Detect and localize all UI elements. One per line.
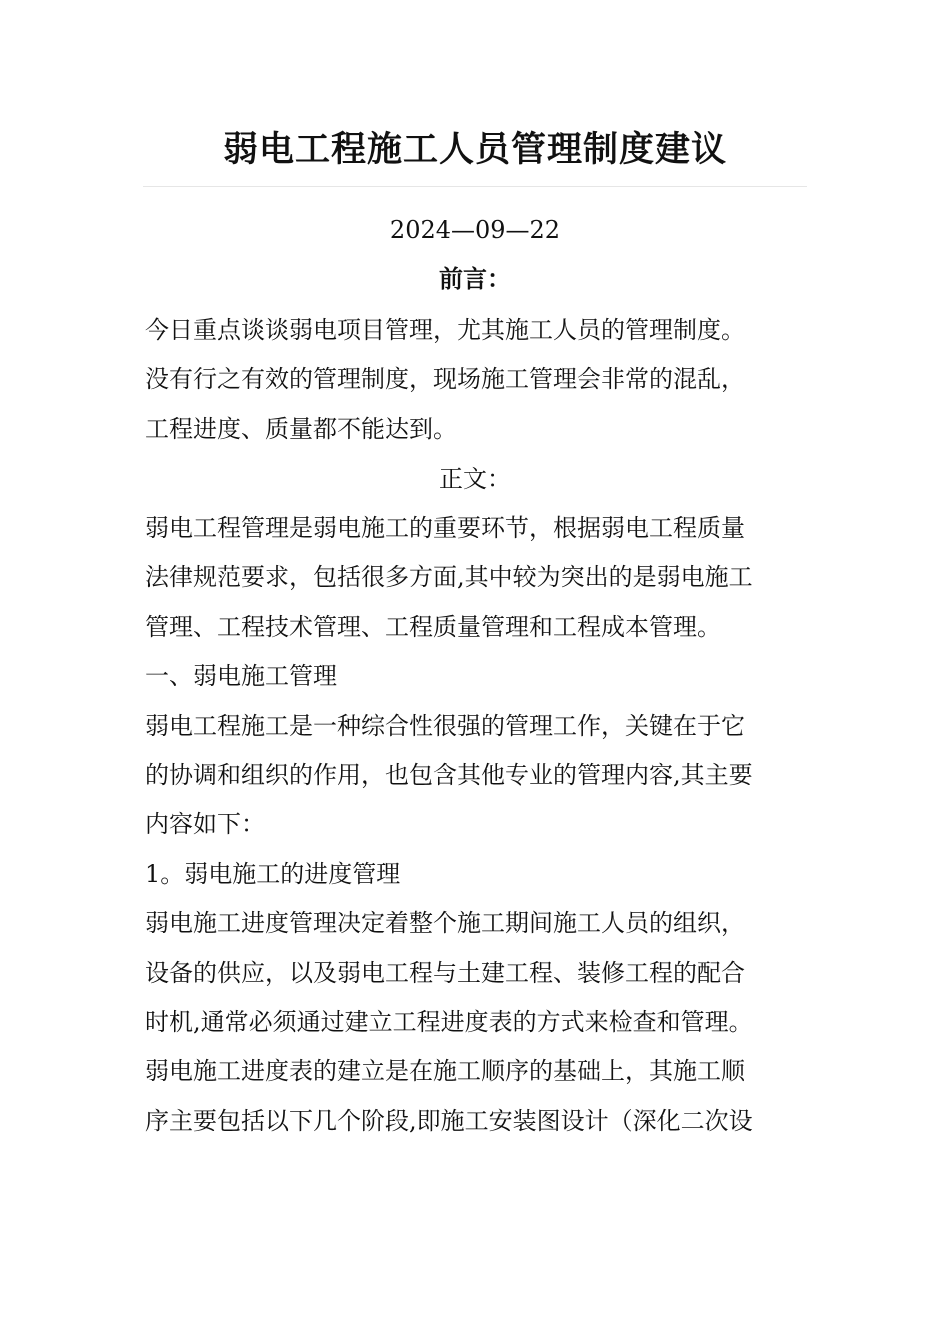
main-text-heading: 正文： <box>439 465 511 493</box>
text-line: 设备的供应，以及弱电工程与土建工程、装修工程的配合 <box>145 958 745 987</box>
document-date: 2024—09—22 <box>389 216 561 244</box>
text-line: 弱电施工进度管理决定着整个施工期间施工人员的组织， <box>145 909 745 938</box>
text-line: 时机,通常必须通过建立工程进度表的方式来检查和管理。 <box>145 1008 753 1037</box>
text-line: 弱电工程管理是弱电施工的重要环节，根据弱电工程质量 <box>145 514 745 542</box>
main-text-body <box>145 504 815 1146</box>
text-line: 管理、工程技术管理、工程质量管理和工程成本管理。 <box>145 612 721 641</box>
preface-paragraph <box>145 306 815 454</box>
text-line: 弱电施工进度表的建立是在施工顺序的基础上，其施工顺 <box>145 1057 745 1086</box>
subsection-heading: 1。弱电施工的进度管理 <box>145 859 401 888</box>
text-line: 序主要包括以下几个阶段,即施工安装图设计（深化二次设 <box>145 1106 753 1135</box>
text-line: 弱电工程施工是一种综合性很强的管理工作，关键在于它 <box>145 711 745 740</box>
section-heading: 一、弱电施工管理 <box>145 662 337 691</box>
text-line: 今日重点谈谈弱电项目管理，尤其施工人员的管理制度。 <box>145 316 745 344</box>
text-line: 的协调和组织的作用，也包含其他专业的管理内容,其主要 <box>145 761 753 790</box>
text-line: 工程进度、质量都不能达到。 <box>145 414 457 443</box>
preface-heading: 前言： <box>439 264 511 293</box>
text-line: 内容如下： <box>145 810 265 839</box>
title-divider <box>143 186 807 187</box>
document-title: 弱电工程施工人员管理制度建议 <box>222 129 727 170</box>
text-line: 法律规范要求，包括很多方面,其中较为突出的是弱电施工 <box>145 563 753 592</box>
text-line: 没有行之有效的管理制度，现场施工管理会非常的混乱， <box>145 365 745 394</box>
